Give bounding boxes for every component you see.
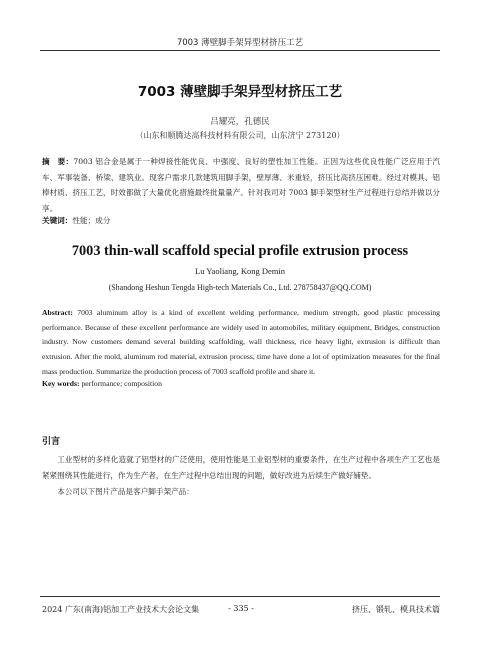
abstract-chinese (42, 154, 440, 216)
body-paragraph: 本公司以下图片产品是客户脚手架产品： (57, 487, 194, 496)
abstract-english-label: Abstract: (42, 308, 73, 317)
title-chinese: 7003 薄壁脚手架异型材挤压工艺 (137, 84, 343, 100)
keywords-english-text: performance; composition (79, 379, 162, 388)
page-footer (42, 604, 440, 616)
abstract-chinese-label: 摘 要： (42, 157, 74, 166)
affiliation-english: (Shandong Heshun Tengda High-tech Materials Co., Ltd. 278758437@QQ.COM) (108, 283, 372, 292)
page-number: - 335 - (228, 604, 254, 613)
authors-english: Lu Yaoliang, Kong Demin (195, 266, 285, 276)
keywords-english-label: Key words: (42, 379, 80, 388)
keywords-chinese-label: 关键词： (42, 216, 73, 225)
footer-proceedings-title: 2024 广东(南海)铝加工产业技术大会论文集 (42, 605, 200, 614)
footer-rule (40, 596, 440, 597)
header-rule (40, 50, 440, 51)
footer-section-name: 挤压、锻轧、模具技术篇 (352, 605, 440, 614)
body-paragraph: 工业型材的多样化造就了铝型材的广泛使用，使用性能是工业铝型材的重要条件，在生产过程中各项生产工艺也是紧紧围绕其性能进行，作为生产者，在生产过程中总结出现的问题，做好改进为后续生产做好铺垫。 (42, 455, 440, 480)
authors-chinese: 吕耀亮，孔德民 (210, 117, 270, 127)
introduction-body (42, 452, 440, 500)
running-header: 7003 薄壁脚手架异型材挤压工艺 (176, 38, 304, 48)
abstract-chinese-text: 7003 铝合金是属于一种焊接性能优良、中强度、良好的塑性加工性能。正因为这些优良性能广泛应用于汽车、军事装备、桥梁、建筑业。现客户需求几款建筑用脚手架，壁厚薄、米重轻，挤压比高挤压困难。经过对模具、铝棒材质、挤压工艺，时效都做了大量优化措施最终批量量产。针对我司对 7003 脚手架型材生产过程进行总结并做以分享。 (42, 157, 441, 213)
title-english: 7003 thin-wall scaffold special profile extrusion process (71, 243, 409, 259)
abstract-english-text: 7003 aluminum alloy is a kind of excellent welding performance, medium strength, good plastic processing performance. Because of these excellent performance are widely used in automobiles, military equipment, Bridges, construction industry. Now customers demand several building scaffolding, wall thickness, rice heavy light, extrusion is difficult than extrusion. After the mold, aluminum rod material, extrusion process, time have done a lot of optimization measures for the final mass production. Summarize the production process of 7003 scaffold profile and share it. (42, 308, 440, 376)
abstract-english (42, 306, 440, 380)
keywords-chinese-text: 性能；成分 (72, 216, 111, 225)
keywords-english (42, 379, 440, 388)
section-heading-introduction: 引言 (42, 437, 61, 447)
keywords-chinese (42, 215, 440, 226)
affiliation-chinese: （山东和顺腾达高科技材料有限公司，山东济宁 273120） (135, 131, 345, 140)
